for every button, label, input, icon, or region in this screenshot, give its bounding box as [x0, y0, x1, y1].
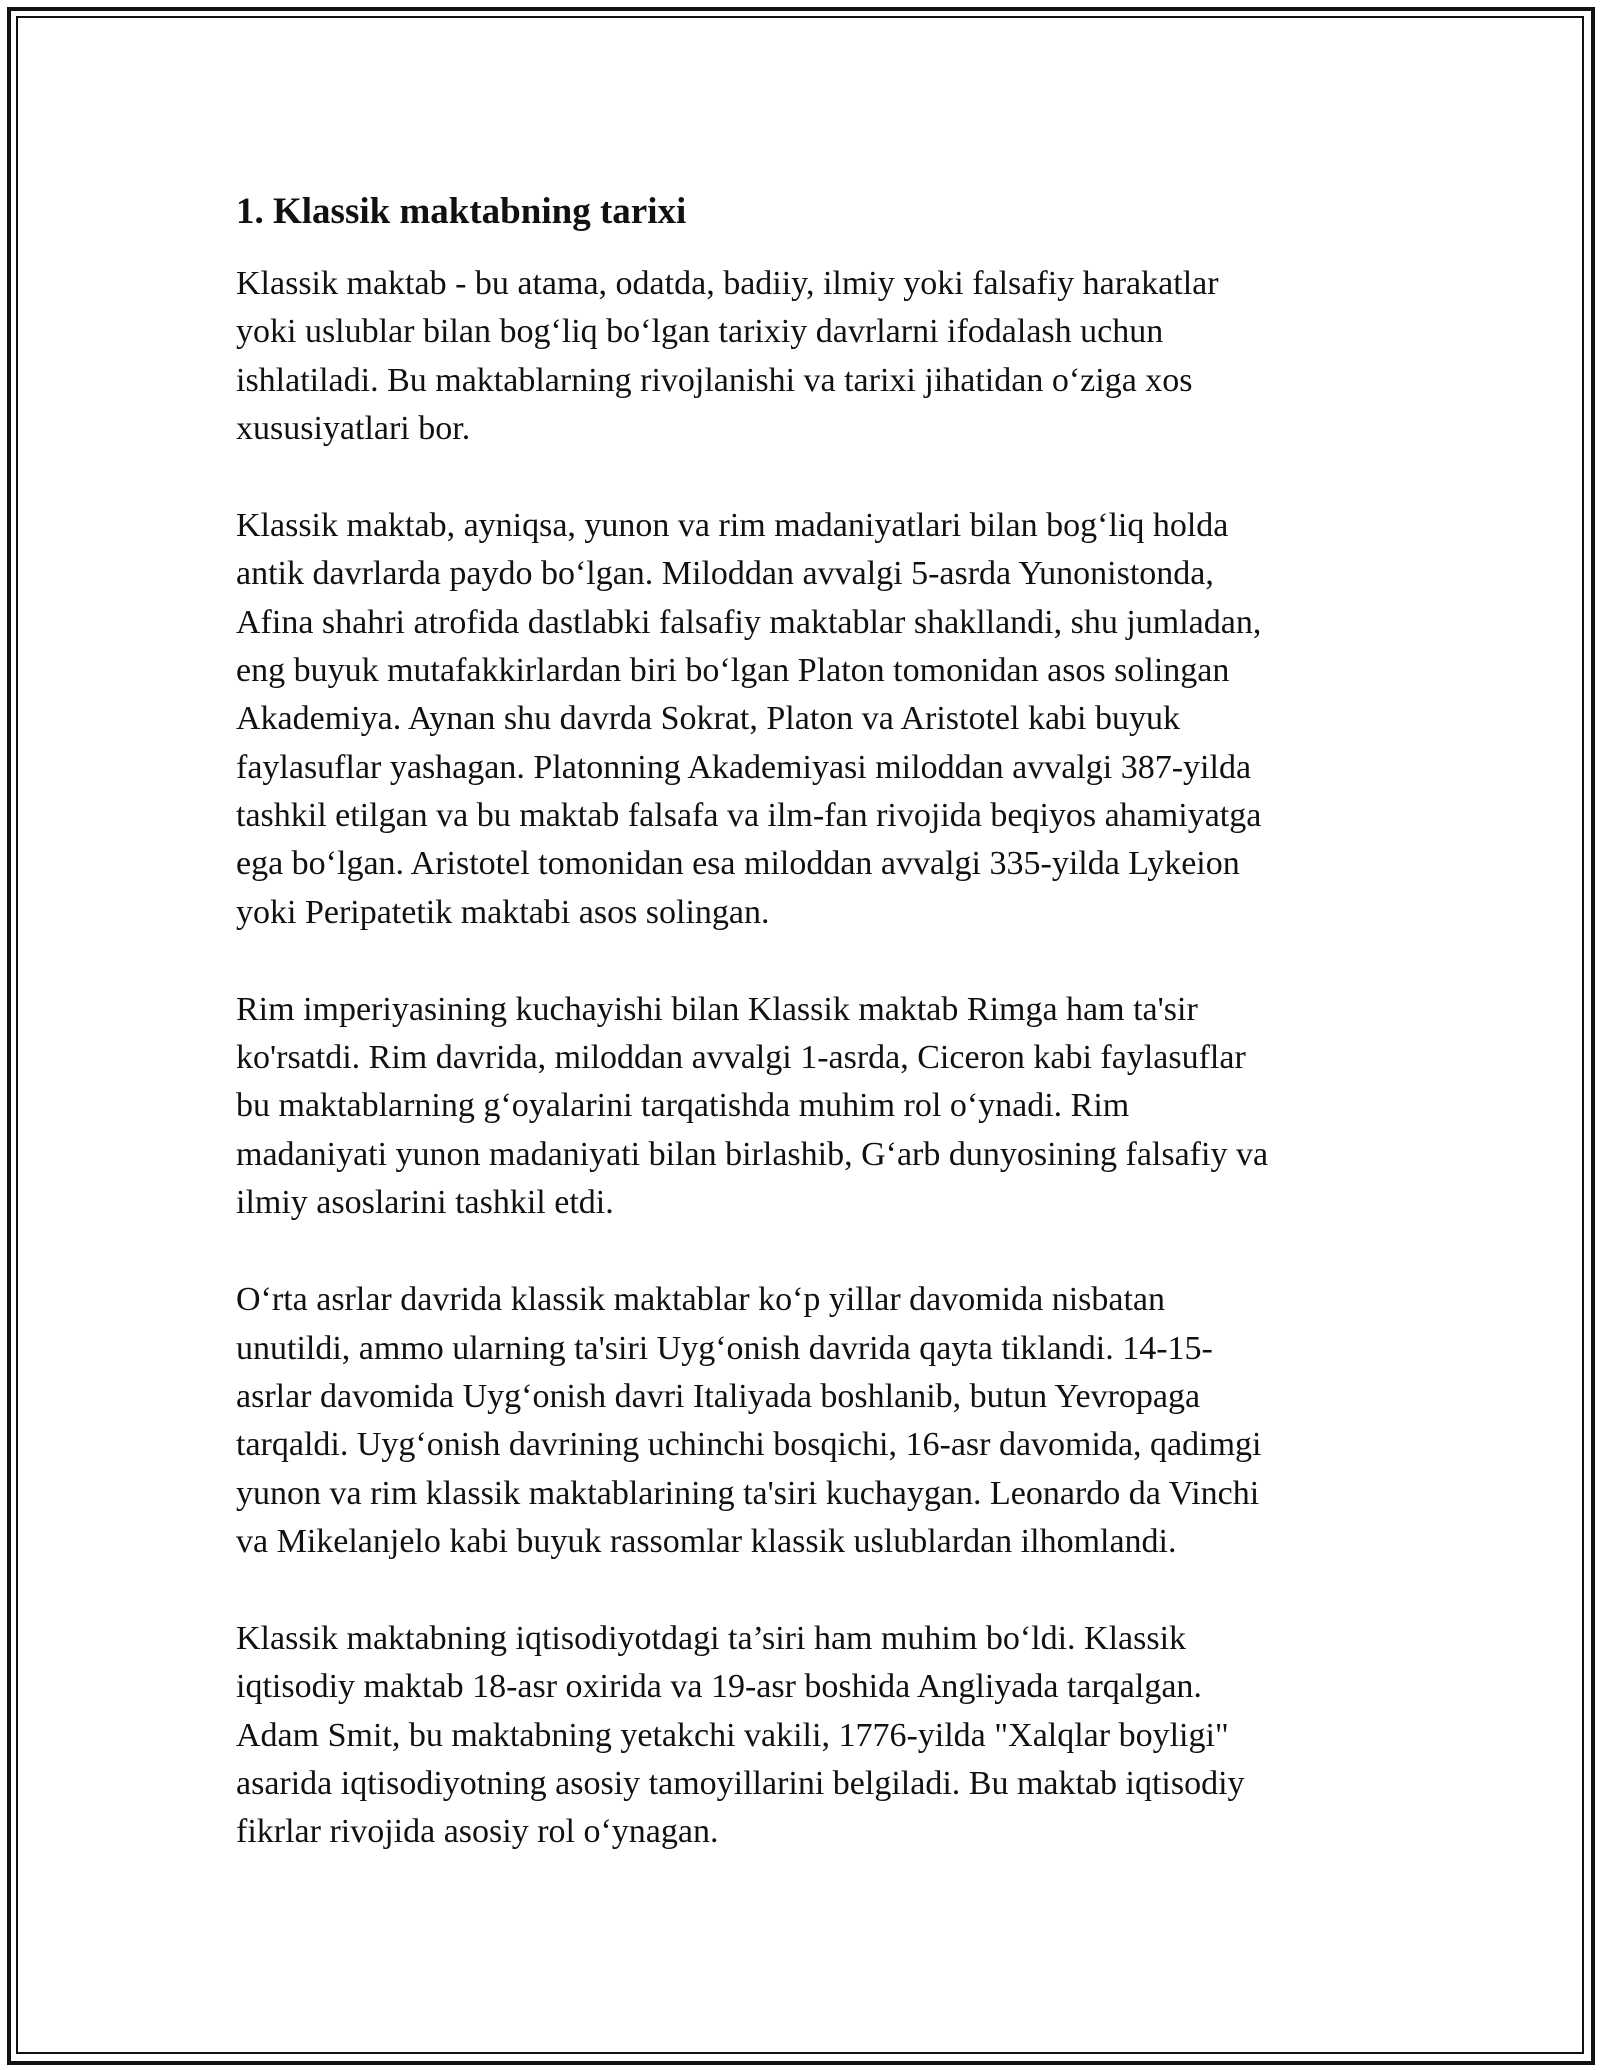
text-line: ishlatiladi. Bu maktablarning rivojlanishi va tarixi jihatidan o‘ziga xos [236, 361, 1193, 399]
text-line: unutildi, ammo ularning ta'siri Uyg‘onish davrida qayta tiklandi. 14-15- [236, 1329, 1213, 1367]
text-line: asarida iqtisodiyotning asosiy tamoyillarini belgiladi. Bu maktab iqtisodiy [236, 1765, 1245, 1803]
text-line: tashkil etilgan va bu maktab falsafa va ilm-fan rivojida beqiyos ahamiyatga [236, 796, 1262, 834]
text-line: iqtisodiy maktab 18-asr oxirida va 19-asr boshida Angliyada tarqalgan. [236, 1668, 1202, 1706]
paragraph [236, 502, 1364, 937]
section-heading: 1. Klassik maktabning tarixi [236, 191, 687, 232]
text-line: Klassik maktab, ayniqsa, yunon va rim madaniyatlari bilan bog‘liq holda [236, 507, 1229, 545]
paragraph [236, 986, 1364, 1227]
text-line: xususiyatlari bor. [236, 409, 471, 447]
text-line: Klassik maktab - bu atama, odatda, badiiy, ilmiy yoki falsafiy harakatlar [236, 265, 1219, 302]
text-line: ilmiy asoslarini tashkil etdi. [236, 1184, 614, 1222]
text-line: asrlar davomida Uyg‘onish davri Italiyada boshlanib, butun Yevropaga [236, 1377, 1201, 1415]
text-line: bu maktablarning g‘oyalarini tarqatishda muhim rol o‘ynadi. Rim [236, 1087, 1130, 1125]
text-line: yoki uslublar bilan bog‘liq bo‘lgan tarixiy davrlarni ifodalash uchun [236, 313, 1164, 351]
text-line: Rim imperiyasining kuchayishi bilan Klassik maktab Rimga ham ta'sir [236, 990, 1198, 1028]
text-line: Afina shahri atrofida dastlabki falsafiy maktablar shakllandi, shu jumladan, [236, 603, 1262, 641]
text-line: Adam Smit, bu maktabning yetakchi vakili, 1776-yilda "Xalqlar boyligi" [236, 1716, 1229, 1754]
text-line: va Mikelanjelo kabi buyuk rassomlar klassik uslublardan ilhomlandi. [236, 1522, 1177, 1560]
paragraph-list [236, 260, 1364, 1857]
text-line: faylasuflar yashagan. Platonning Akademiyasi miloddan avvalgi 387-yilda [236, 748, 1252, 786]
text-line: madaniyati yunon madaniyati bilan birlashib, G‘arb dunyosining falsafiy va [236, 1135, 1269, 1173]
text-line: yunon va rim klassik maktablarining ta'siri kuchaygan. Leonardo da Vinchi [236, 1474, 1260, 1512]
document-body [236, 186, 1364, 1906]
paragraph [236, 260, 1364, 453]
text-line: O‘rta asrlar davrida klassik maktablar ko‘p yillar davomida nisbatan [236, 1281, 1166, 1319]
text-line: Akademiya. Aynan shu davrda Sokrat, Platon va Aristotel kabi buyuk [236, 700, 1180, 738]
text-line: eng buyuk mutafakkirlardan biri bo‘lgan Platon tomonidan asos solingan [236, 652, 1230, 690]
text-line: tarqaldi. Uyg‘onish davrining uchinchi bosqichi, 16-asr davomida, qadimgi [236, 1426, 1262, 1464]
paragraph [236, 1615, 1364, 1856]
text-line: fikrlar rivojida asosiy rol o‘ynagan. [236, 1813, 719, 1851]
text-line: Klassik maktabning iqtisodiyotdagi ta’siri ham muhim bo‘ldi. Klassik [236, 1620, 1187, 1658]
paragraph [236, 1276, 1364, 1566]
text-line: ega bo‘lgan. Aristotel tomonidan esa miloddan avvalgi 335-yilda Lykeion [236, 845, 1240, 883]
text-line: antik davrlarda paydo bo‘lgan. Miloddan avvalgi 5-asrda Yunonistonda, [236, 555, 1214, 593]
text-line: ko'rsatdi. Rim davrida, miloddan avvalgi 1-asrda, Ciceron kabi faylasuflar [236, 1039, 1246, 1077]
text-line: yoki Peripatetik maktabi asos solingan. [236, 893, 770, 931]
